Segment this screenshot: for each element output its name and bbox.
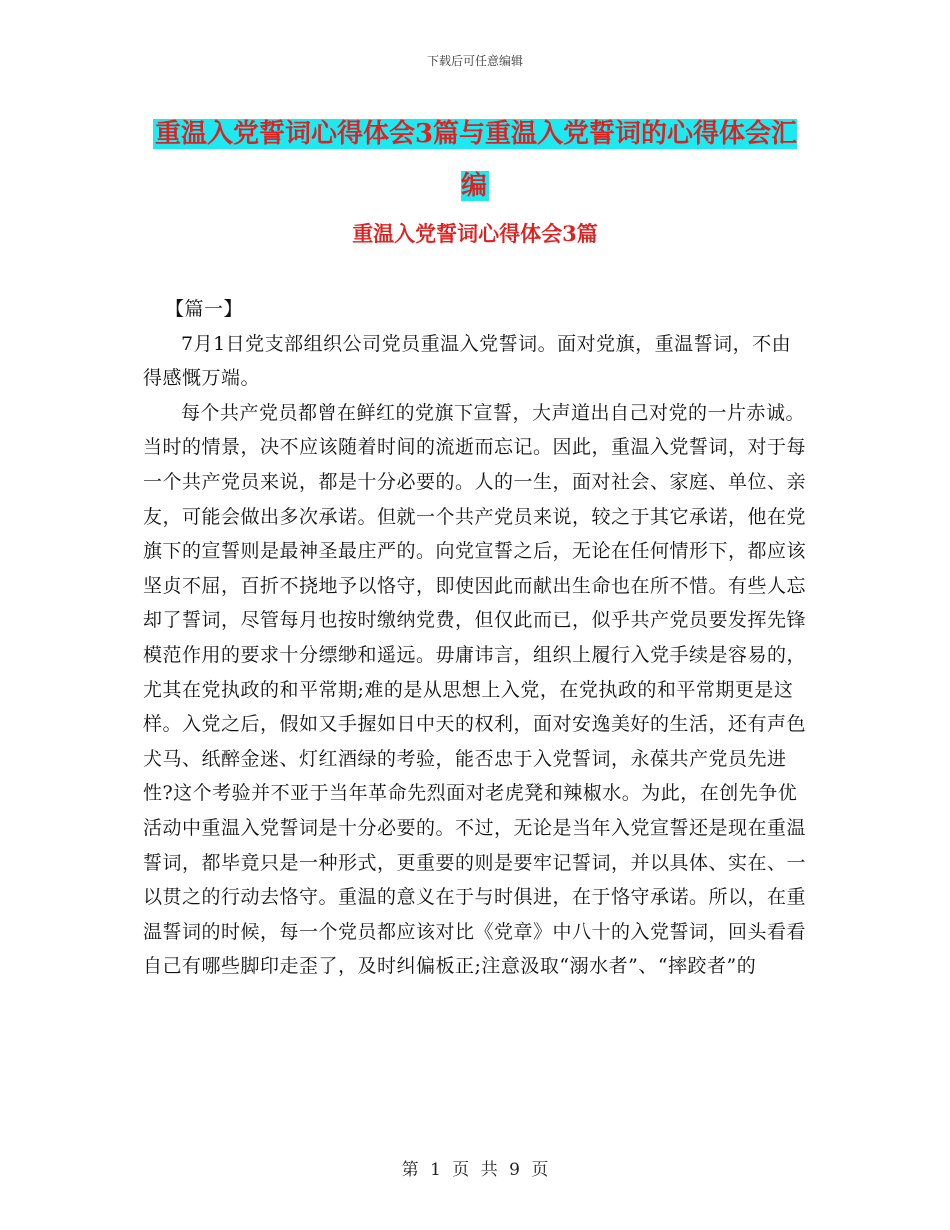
section-label: 【篇一】 <box>165 298 244 320</box>
document-body <box>143 292 808 984</box>
header-note: 下载后可任意编辑 <box>426 54 523 68</box>
section-heading: 重温入党誓词心得体会3篇 <box>352 221 598 246</box>
document-title-text: 重温入党誓词心得体会3篇与重温入党誓词的心得体会汇编 <box>154 119 798 201</box>
page-footer: 第 1 页 共 9 页 <box>401 1160 549 1180</box>
paragraph-1: 7月1日党支部组织公司党员重温入党誓词。面对党旗，重温誓词，不由得感慨万端。 <box>143 332 792 390</box>
document-title <box>150 108 800 212</box>
paragraph-2: 每个共产党员都曾在鲜红的党旗下宣誓，大声道出自己对党的一片赤诚。当时的情景，决不应该随着时间的流逝而忘记。因此，重温入党誓词，对于每一个共产党员来说，都是十分必要的。人的一生，面对社会、家庭、单位、亲友，可能会做出多次承诺。但就一个共产党员来说，较之于其它承诺，他在党旗下的宣誓则是最神圣最庄严的。向党宣誓之后，无论在任何情形下，都应该坚贞不屈，百折不挠地予以恪守，即使因此而献出生命也在所不惜。有些人忘却了誓词，尽管每月也按时缴纳党费，但仅此而已，似乎共产党员要发挥先锋模范作用的要求十分缥缈和遥远。毋庸讳言，组织上履行入党手续是容易的，尤其在党执政的和平常期;难的是从思想上入党，在党执政的和平常期更是这样。入党之后，假如又手握如日中天的权利，面对安逸美好的生活，还有声色犬马、纸醉金迷、灯红酒绿的考验，能否忠于入党誓词，永葆共产党员先进性?这个考验并不亚于当年革命先烈面对老虎凳和辣椒水。为此，在创先争优活动中重温入党誓词是十分必要的。不过，无论是当年入党宣誓还是现在重温誓词，都毕竟只是一种形式，更重要的则是要牢记誓词，并以具体、实在、一以贯之的行动去恪守。重温的意义在于与时俱进，在于恪守承诺。所以，在重温誓词的时候，每一个党员都应该对比《党章》中八十的入党誓词，回头看看自己有哪些脚印走歪了，及时纠偏板正;注意汲取“溺水者”、“摔跤者”的 <box>143 401 807 978</box>
